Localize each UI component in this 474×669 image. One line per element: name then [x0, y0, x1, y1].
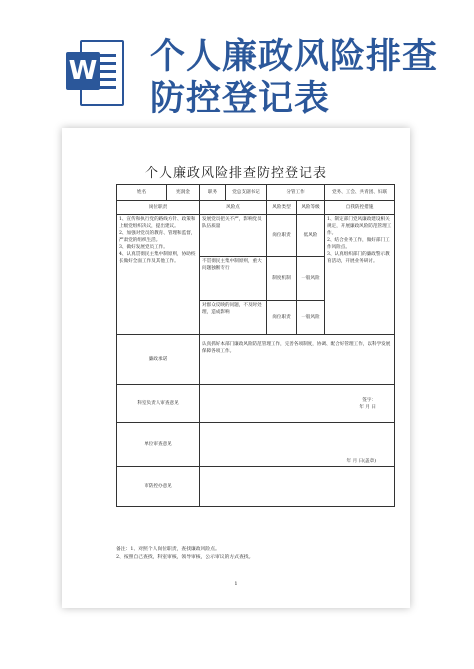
supervisor-label: 科室负责人审查意见	[117, 385, 200, 423]
unit-opinion	[200, 423, 395, 467]
position-label: 职务	[200, 185, 226, 201]
risk-type: 岗位职责	[267, 215, 297, 257]
column-header: 自我防控措施	[325, 201, 395, 215]
supervisor-opinion	[200, 385, 395, 423]
unit-date: 年 月 日(盖章)	[346, 459, 377, 464]
risk-level: 低风险	[297, 215, 325, 257]
measures-cell: 1、制定部门党风廉政建设相关规定，开展廉政风险防范管理工作。 2、结合业务工作，做好部门工作风险点。 3、认真组织部门的廉政警示教育活动，开展业务研讨。	[325, 215, 395, 335]
work-value: 党务、工会、共青团、妇联	[325, 185, 395, 201]
column-header: 风险类型	[267, 201, 297, 215]
risk-point: 对群众反映的问题，不及时处理，造成影响	[200, 301, 267, 335]
risk-point: 不贯彻民主集中制原则，重大问题独断专行	[200, 257, 267, 301]
note-line: 2、按照自己查找，科室审核，领导审核，公示审议的方式查找。	[116, 555, 254, 560]
column-header: 风险等级	[297, 201, 325, 215]
column-header: 风险点	[200, 201, 267, 215]
banner-title: 个人廉政风险排查防控登记表	[150, 36, 439, 119]
risk-level: 一般风险	[297, 301, 325, 335]
duties-cell: 1、宣传和执行党的路线方针、政策和上级党组织决议，提出建议。 2、加强对党员的教育、管理和监督，严肃党的组织生活。 3、做好发展党员工作。 4、认真贯彻民主集中制原则，协助校长做好全面工作及其他工作。	[117, 215, 200, 335]
signature-label: 签字：	[362, 397, 377, 403]
word-badge: W	[66, 52, 100, 90]
risk-type: 岗位职责	[267, 301, 297, 335]
document-page	[62, 128, 410, 608]
name-label: 姓名	[117, 185, 167, 201]
word-document-icon	[66, 40, 124, 106]
commitment-label: 廉政承诺	[117, 335, 200, 385]
position-value: 党总支副书记	[226, 185, 267, 201]
note-line: 备注：1、对照个人岗位职责，查找廉政风险点。	[116, 547, 220, 552]
risk-type: 制度机制	[267, 257, 297, 301]
risk-level: 一般风险	[297, 257, 325, 301]
office-label: 市防控办意见	[117, 467, 200, 507]
work-label: 分管工作	[267, 185, 325, 201]
column-header: 岗位职责	[117, 201, 200, 215]
risk-point: 发展党员把关不严，影响党员队伍质量	[200, 215, 267, 257]
page-number: 1	[234, 581, 238, 587]
date-line: 年 月 日	[359, 404, 377, 410]
name-value: 宪润金	[167, 185, 200, 201]
office-opinion	[200, 467, 395, 507]
registration-table	[116, 184, 395, 507]
notes	[116, 546, 406, 562]
commitment-text: 认真抓好本部门廉政风险防范管理工作，完善各项制度，协调、配合好管理工作，以科学发展保障各项工作。	[200, 335, 395, 385]
document-title: 个人廉政风险排查防控登记表	[144, 166, 327, 181]
unit-label: 单位审查意见	[117, 423, 200, 467]
document-banner	[0, 0, 474, 118]
